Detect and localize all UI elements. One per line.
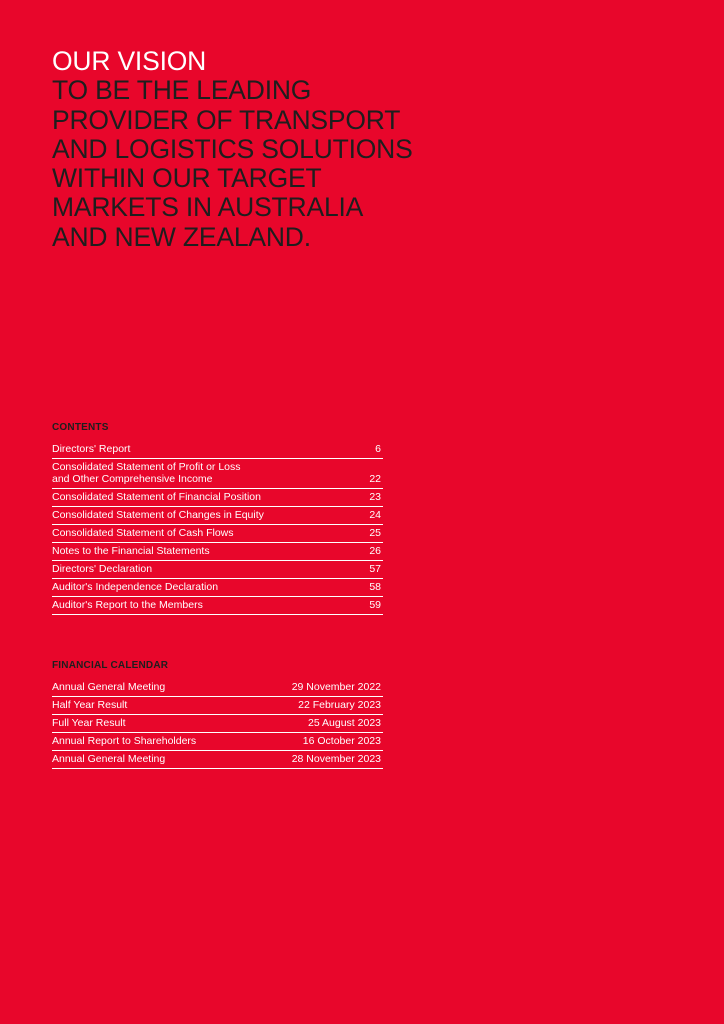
contents-item[interactable] — [52, 579, 383, 597]
calendar-item-label: Annual General Meeting — [52, 753, 166, 765]
contents-item[interactable] — [52, 459, 383, 489]
calendar-item-label: Full Year Result — [52, 717, 126, 729]
contents-section — [52, 421, 383, 615]
contents-item-page: 25 — [369, 527, 381, 539]
contents-item-page: 6 — [375, 443, 381, 455]
calendar-item-date: 16 October 2023 — [302, 735, 381, 747]
contents-item-label: Directors' Declaration — [52, 563, 153, 575]
contents-item-label: Consolidated Statement of Financial Position — [52, 491, 261, 503]
contents-item-label-line2: and Other Comprehensive Income — [52, 473, 213, 485]
contents-item-label: Consolidated Statement of Changes in Equity — [52, 509, 264, 521]
vision-line: WITHIN OUR TARGET — [52, 163, 322, 194]
calendar-item — [52, 679, 383, 697]
contents-item[interactable] — [52, 597, 383, 615]
calendar-title: FINANCIAL CALENDAR — [52, 660, 169, 671]
vision-line: PROVIDER OF TRANSPORT — [52, 104, 401, 135]
contents-item-label: Auditor's Independence Declaration — [52, 581, 219, 593]
contents-item[interactable] — [52, 525, 383, 543]
contents-item-label: Directors' Report — [52, 443, 131, 455]
contents-item-page: 24 — [369, 509, 381, 521]
calendar-item-label: Half Year Result — [52, 699, 128, 711]
calendar-item-date: 28 November 2023 — [291, 753, 381, 765]
vision-line: MARKETS IN AUSTRALIA — [52, 192, 364, 223]
contents-item-page: 57 — [369, 563, 381, 575]
contents-item-page: 59 — [369, 599, 381, 611]
contents-item[interactable] — [52, 489, 383, 507]
contents-item[interactable] — [52, 441, 383, 459]
calendar-item-date: 22 February 2023 — [298, 699, 381, 711]
calendar-item — [52, 697, 383, 715]
calendar-item — [52, 751, 383, 769]
contents-title: CONTENTS — [52, 422, 109, 433]
vision-heading: OUR VISION — [52, 46, 207, 76]
contents-item-label: Notes to the Financial Statements — [52, 545, 210, 557]
calendar-item-label: Annual Report to Shareholders — [52, 735, 197, 747]
contents-item-page: 26 — [369, 545, 381, 557]
contents-item-label-line1: Consolidated Statement of Profit or Loss — [52, 461, 241, 473]
calendar-item-date: 29 November 2022 — [291, 681, 381, 693]
contents-item-label — [52, 461, 241, 485]
vision-line: AND NEW ZEALAND. — [52, 221, 311, 252]
vision-statement — [52, 47, 492, 252]
vision-line: TO BE THE LEADING — [52, 75, 312, 106]
calendar-item-label: Annual General Meeting — [52, 681, 166, 693]
contents-item-page: 23 — [369, 491, 381, 503]
calendar-item-date: 25 August 2023 — [308, 717, 381, 729]
calendar-item — [52, 733, 383, 751]
contents-item-label: Auditor's Report to the Members — [52, 599, 203, 611]
vision-line: AND LOGISTICS SOLUTIONS — [52, 133, 413, 164]
contents-item[interactable] — [52, 507, 383, 525]
contents-item-page: 58 — [369, 581, 381, 593]
financial-calendar-section — [52, 659, 383, 769]
contents-item-label: Consolidated Statement of Cash Flows — [52, 527, 234, 539]
contents-item[interactable] — [52, 543, 383, 561]
contents-item-page: 22 — [369, 473, 381, 485]
calendar-item — [52, 715, 383, 733]
contents-item[interactable] — [52, 561, 383, 579]
